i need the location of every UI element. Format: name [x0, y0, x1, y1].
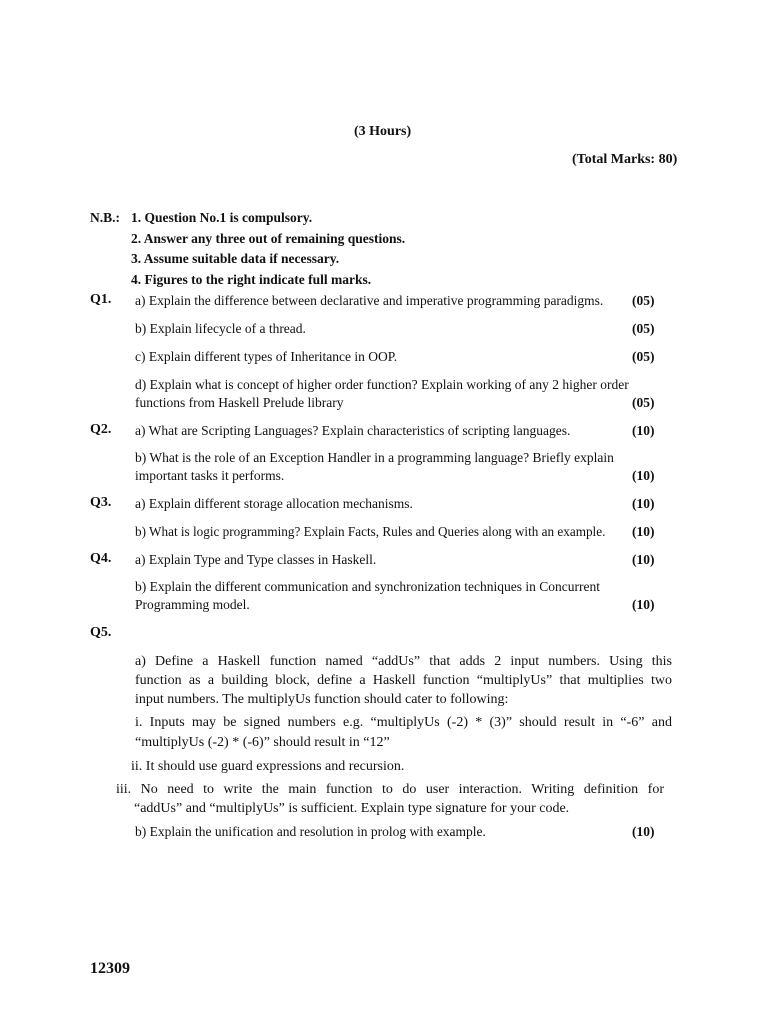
instruction-item: 1. Question No.1 is compulsory.	[131, 210, 313, 225]
question-text: important tasks it performs.	[135, 468, 285, 483]
question-text: a) Explain Type and Type classes in Haskell.	[135, 552, 377, 567]
question-text: a) Explain the difference between declarative and imperative programming paradigms.	[135, 293, 604, 308]
question-marks: (10)	[632, 824, 655, 839]
question-text: d) Explain what is concept of higher order function? Explain working of any 2 higher order	[135, 377, 629, 392]
nb-label: N.B.:	[90, 210, 120, 225]
question-marks: (05)	[632, 349, 655, 364]
question-marks: (10)	[632, 597, 655, 612]
question-marks: (10)	[632, 524, 655, 539]
question-marks: (10)	[632, 496, 655, 511]
question-text: a) Define a Haskell function named “addUs” that adds 2 input numbers. Using this	[135, 654, 672, 669]
question-marks: (10)	[632, 468, 655, 483]
instruction-item: 3. Assume suitable data if necessary.	[131, 251, 340, 266]
paper-code: 12309	[90, 960, 130, 977]
instruction-item: 4. Figures to the right indicate full marks.	[131, 272, 372, 287]
total-marks: (Total Marks: 80)	[572, 152, 678, 167]
question-label: Q3.	[90, 495, 112, 510]
question-text: b) Explain lifecycle of a thread.	[135, 321, 306, 336]
question-text: a) Explain different storage allocation mechanisms.	[135, 496, 413, 511]
exam-duration: (3 Hours)	[354, 124, 412, 139]
question-label: Q2.	[90, 422, 112, 437]
question-text: functions from Haskell Prelude library	[135, 395, 344, 410]
question-text: b) What is the role of an Exception Handler in a programming language? Briefly explain	[135, 450, 614, 465]
question-text: b) What is logic programming? Explain Facts, Rules and Queries along with an example.	[135, 524, 606, 539]
instruction-item: 2. Answer any three out of remaining questions.	[131, 231, 406, 246]
question-marks: (05)	[632, 321, 655, 336]
question-text: Programming model.	[135, 597, 250, 612]
question-text: i. Inputs may be signed numbers e.g. “multiplyUs (-2) * (3)” should result in “-6” and	[135, 715, 672, 730]
question-label: Q5.	[90, 625, 112, 640]
question-label: Q4.	[90, 551, 112, 566]
question-marks: (10)	[632, 552, 655, 567]
question-text: iii. No need to write the main function to do user interaction. Writing definition for	[116, 782, 664, 797]
question-text: “addUs” and “multiplyUs” is sufficient. Explain type signature for your code.	[134, 801, 570, 816]
question-text: a) What are Scripting Languages? Explain characteristics of scripting languages.	[135, 423, 571, 438]
question-marks: (05)	[632, 395, 655, 410]
question-text: c) Explain different types of Inheritance in OOP.	[135, 349, 398, 364]
question-text: b) Explain the unification and resolution in prolog with example.	[135, 824, 486, 839]
question-text: input numbers. The multiplyUs function should cater to following:	[135, 692, 509, 707]
question-text: “multiplyUs (-2) * (-6)” should result in “12”	[135, 735, 390, 750]
question-label: Q1.	[90, 292, 112, 307]
question-marks: (10)	[632, 423, 655, 438]
question-text: function as a building block, define a Haskell function “multiplyUs” that multiplies two	[135, 673, 672, 688]
question-text: b) Explain the different communication and synchronization techniques in Concurrent	[135, 579, 600, 594]
question-marks: (05)	[632, 293, 655, 308]
question-text: ii. It should use guard expressions and recursion.	[131, 759, 405, 774]
